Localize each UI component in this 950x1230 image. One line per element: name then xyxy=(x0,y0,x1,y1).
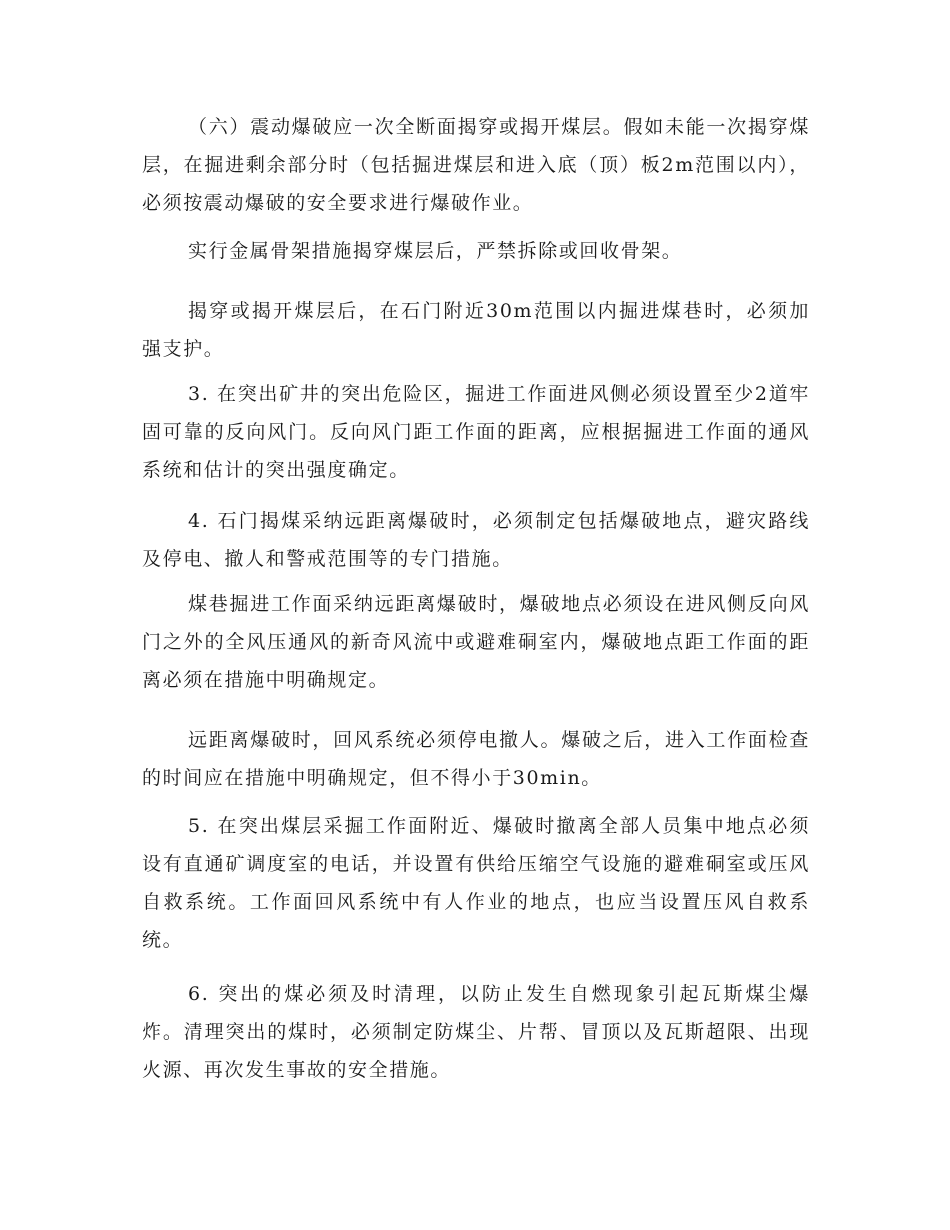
paragraph-vibration-blasting: （六）震动爆破应一次全断面揭穿或揭开煤层。假如未能一次揭穿煤层，在掘进剩余部分时（包括掘进煤层和进入底（顶）板2m范围以内），必须按震动爆破的安全要求进行爆破作业。 xyxy=(142,116,810,214)
paragraph-item-6-coal-cleanup: 6. 突出的煤必须及时清理，以防止发生自燃现象引起瓦斯煤尘爆炸。清理突出的煤时，必须制定防煤尘、片帮、冒顶以及瓦斯超限、出现火源、再次发生事故的安全措施。 xyxy=(142,983,810,1081)
paragraph-metal-frame: 实行金属骨架措施揭穿煤层后，严禁拆除或回收骨架。 xyxy=(188,240,683,262)
paragraph-item-4-remote-blasting: 4. 石门揭煤采纳远距离爆破时，必须制定包括爆破地点，避灾路线及停电、撤人和警戒范围等的专门措施。 xyxy=(142,510,810,570)
paragraph-return-air-power-off: 远距离爆破时，回风系统必须停电撤人。爆破之后，进入工作面检查的时间应在措施中明确规定，但不得小于30min。 xyxy=(142,729,810,789)
paragraph-support-reinforcement: 揭穿或揭开煤层后，在石门附近30m范围以内掘进煤巷时，必须加强支护。 xyxy=(142,300,810,360)
paragraph-item-3-reverse-air-door: 3. 在突出矿井的突出危险区，掘进工作面进风侧必须设置至少2道牢固可靠的反向风门。反向风门距工作面的距离，应根据掘进工作面的通风系统和估计的突出强度确定。 xyxy=(142,383,810,481)
paragraph-coal-roadway-blasting: 煤巷掘进工作面采纳远距离爆破时，爆破地点必须设在进风侧反向风门之外的全风压通风的新奇风流中或避难硐室内，爆破地点距工作面的距离必须在措施中明确规定。 xyxy=(142,593,810,691)
paragraph-item-5-telephone-refuge: 5. 在突出煤层采掘工作面附近、爆破时撤离全部人员集中地点必须设有直通矿调度室的电话，并设置有供给压缩空气设施的避难硐室或压风自救系统。工作面回风系统中有人作业的地点，也应当设置压风自救系统。 xyxy=(142,815,810,951)
